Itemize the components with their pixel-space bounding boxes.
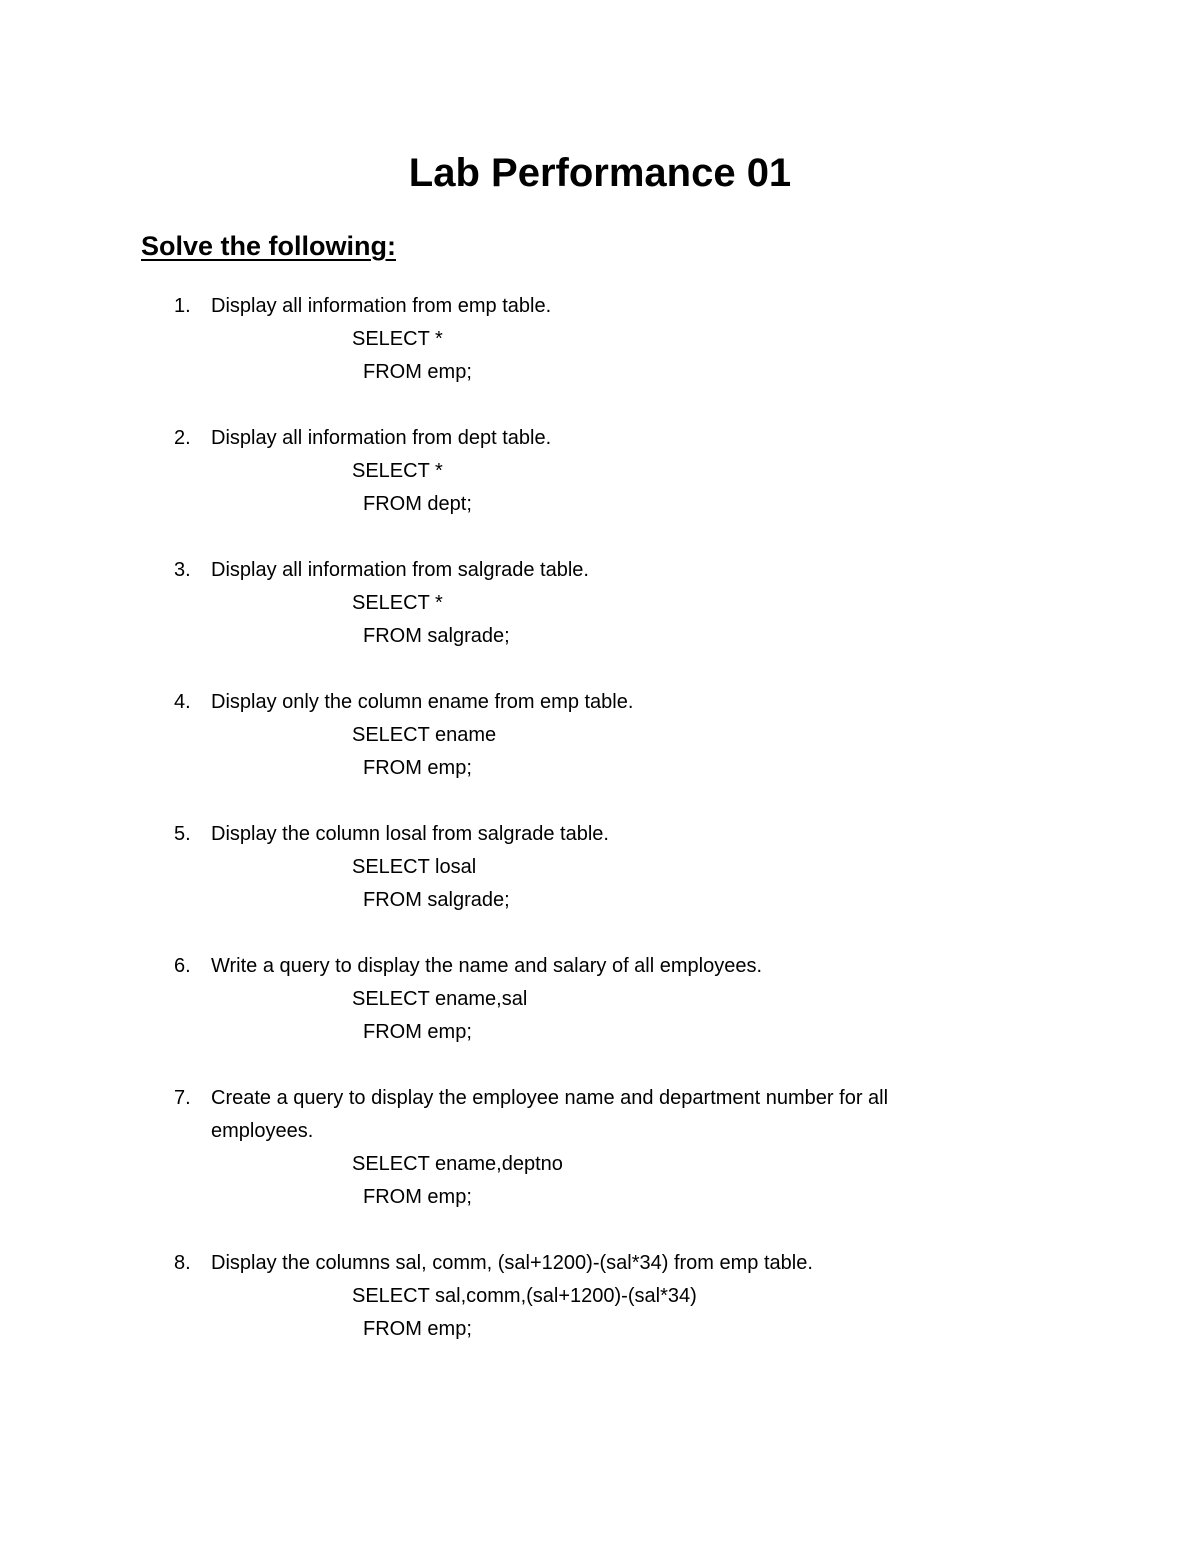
question-number: 5. (174, 823, 191, 845)
sql-select-line: SELECT ename,sal (352, 988, 528, 1010)
sql-from-line: FROM emp; (363, 757, 472, 779)
question-text: Display all information from salgrade table. (211, 559, 589, 581)
sql-select-line: SELECT * (352, 460, 443, 482)
question-list (0, 290, 1200, 1379)
question-text: Display only the column ename from emp table. (211, 691, 634, 713)
sql-select-line: SELECT * (352, 328, 443, 350)
sql-select-line: SELECT ename,deptno (352, 1153, 563, 1175)
question-item (0, 818, 1200, 917)
sql-from-line: FROM salgrade; (363, 889, 510, 911)
sql-from-line: FROM dept; (363, 493, 472, 515)
sql-from-line: FROM emp; (363, 1021, 472, 1043)
question-item (0, 290, 1200, 389)
question-item (0, 686, 1200, 785)
sql-select-line: SELECT losal (352, 856, 477, 878)
question-number: 4. (174, 691, 191, 713)
question-text: Write a query to display the name and salary of all employees. (211, 955, 763, 977)
sql-from-line: FROM emp; (363, 1318, 472, 1340)
sql-from-line: FROM emp; (363, 1186, 472, 1208)
question-text: Display the column losal from salgrade table. (211, 823, 609, 845)
question-text: Display all information from dept table. (211, 427, 552, 449)
question-number: 6. (174, 955, 191, 977)
question-text: Display all information from emp table. (211, 295, 552, 317)
question-text: Create a query to display the employee name and department number for all employees. (211, 1087, 889, 1142)
page-subtitle: Solve the following: (141, 231, 396, 261)
question-text: Display the columns sal, comm, (sal+1200)-(sal*34) from emp table. (211, 1252, 813, 1274)
question-number: 8. (174, 1252, 191, 1274)
question-item (0, 554, 1200, 653)
question-number: 7. (174, 1087, 191, 1109)
sql-select-line: SELECT * (352, 592, 443, 614)
sql-select-line: SELECT sal,comm,(sal+1200)-(sal*34) (352, 1285, 697, 1307)
question-item (0, 1247, 1200, 1346)
sql-select-line: SELECT ename (352, 724, 497, 746)
question-number: 1. (174, 295, 191, 317)
question-item (0, 422, 1200, 521)
page-title: Lab Performance 01 (408, 151, 792, 195)
question-item (0, 1082, 1200, 1214)
sql-from-line: FROM salgrade; (363, 625, 510, 647)
sql-from-line: FROM emp; (363, 361, 472, 383)
question-item (0, 950, 1200, 1049)
question-number: 2. (174, 427, 191, 449)
question-number: 3. (174, 559, 191, 581)
